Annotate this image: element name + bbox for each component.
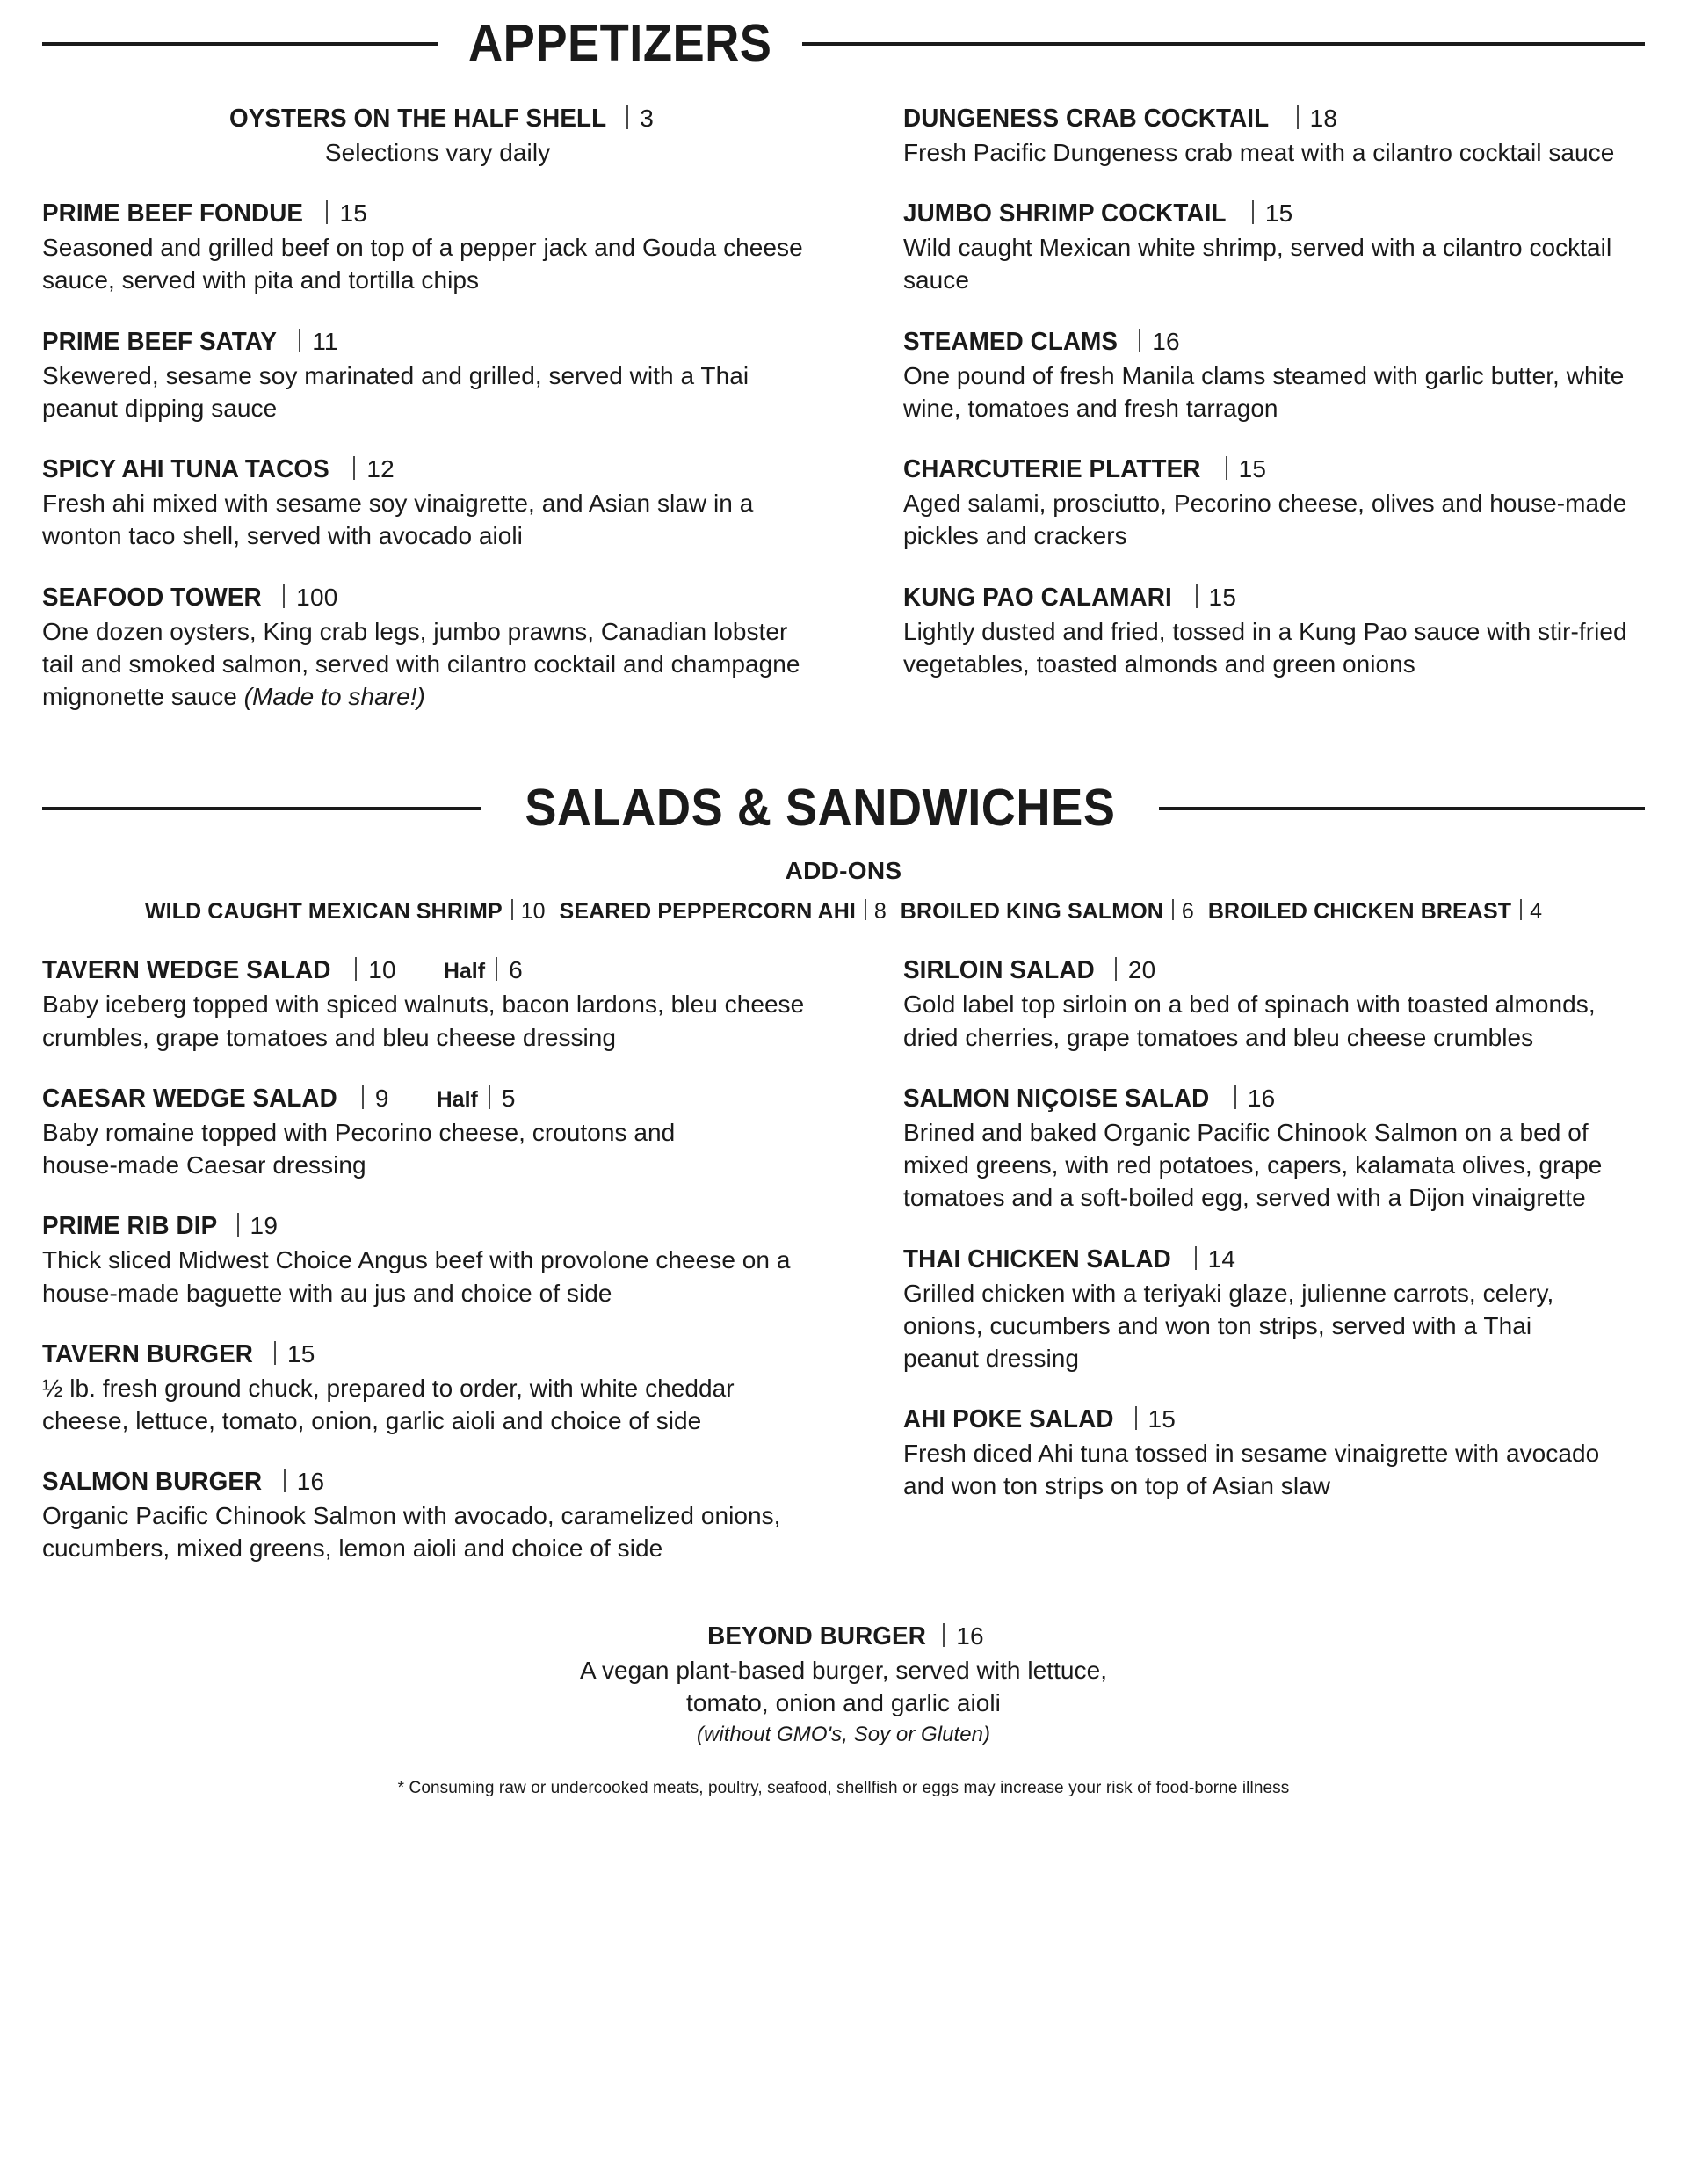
item-name: KUNG PAO CALAMARI bbox=[903, 583, 1172, 612]
item-name: SEAFOOD TOWER bbox=[42, 583, 262, 612]
item-price: 15 bbox=[1148, 1405, 1177, 1433]
price-separator bbox=[353, 456, 355, 480]
section-header-appetizers bbox=[42, 14, 1645, 72]
item-description: Fresh diced Ahi tuna tossed in sesame vinaigrette with avocado and won ton strips on top of Asian slaw bbox=[903, 1440, 1600, 1500]
item-name: BEYOND BURGER bbox=[707, 1622, 927, 1651]
item-description: Organic Pacific Chinook Salmon with avocado, caramelized onions, cucumbers, mixed greens, lemon aioli and choice of side bbox=[42, 1502, 781, 1563]
item-header bbox=[903, 1244, 1645, 1274]
item-description: Aged salami, prosciutto, Pecorino cheese, olives and house-made pickles and crackers bbox=[903, 490, 1627, 550]
item-name: CHARCUTERIE PLATTER bbox=[903, 455, 1201, 484]
item-description-text: One dozen oysters, King crab legs, jumbo prawns, Canadian lobster tail and smoked salmon, served with cilantro cocktail and champagne mignonette sauce bbox=[42, 617, 800, 711]
item-description: Baby romaine topped with Pecorino cheese, croutons and house-made Caesar dressing bbox=[42, 1118, 676, 1179]
item-description: Gold label top sirloin on a bed of spinach with toasted almonds, dried cherries, grape tomatoes and bleu cheese crumbles bbox=[903, 990, 1596, 1051]
price-separator bbox=[1252, 200, 1254, 224]
menu-item-beyond-burger bbox=[42, 1621, 1645, 1749]
item-name: PRIME RIB DIP bbox=[42, 1212, 218, 1241]
menu-item-salmon-burger bbox=[42, 1466, 833, 1564]
item-price: 18 bbox=[1309, 105, 1338, 132]
item-header bbox=[903, 198, 1645, 229]
item-description: Baby iceberg topped with spiced walnuts, bacon lardons, bleu cheese crumbles, grape tomatoes and bleu cheese dressing bbox=[42, 990, 805, 1051]
item-name: TAVERN WEDGE SALAD bbox=[42, 956, 331, 985]
header-rule-right bbox=[1159, 807, 1645, 810]
item-header bbox=[42, 1621, 1645, 1651]
menu-item-kung-pao-calamari bbox=[903, 582, 1645, 680]
item-name: OYSTERS ON THE HALF SHELL bbox=[228, 105, 607, 133]
header-rule-left bbox=[42, 807, 481, 810]
item-description: Lightly dusted and fried, tossed in a Kung Pao sauce with stir-fried vegetables, toasted almonds and green onions bbox=[903, 617, 1627, 678]
item-price: 11 bbox=[312, 327, 338, 355]
section-header-salads-sandwiches bbox=[42, 779, 1645, 838]
item-header bbox=[903, 453, 1645, 484]
menu-item-salmon-nicoise-salad bbox=[903, 1083, 1645, 1215]
item-name: JUMBO SHRIMP COCKTAIL bbox=[903, 200, 1227, 229]
price-separator bbox=[943, 1623, 945, 1647]
item-price: 14 bbox=[1207, 1244, 1236, 1273]
item-description: Grilled chicken with a teriyaki glaze, julienne carrots, celery, onions, cucumbers and won ton strips, served with a Thai peanut dressing bbox=[903, 1279, 1554, 1372]
half-price-separator bbox=[496, 957, 497, 981]
menu-item-tavern-burger bbox=[42, 1339, 833, 1437]
item-price: 100 bbox=[296, 583, 338, 611]
menu-item-ahi-poke-salad bbox=[903, 1404, 1645, 1502]
menu-item-prime-beef-fondue bbox=[42, 198, 833, 296]
menu-item-steamed-clams bbox=[903, 326, 1645, 424]
menu-item-prime-beef-satay bbox=[42, 326, 833, 424]
menu-item-charcuterie-platter bbox=[903, 453, 1645, 552]
addon-name-salmon: BROILED KING SALMON bbox=[900, 899, 1163, 925]
item-description: Seasoned and grilled beef on top of a pepper jack and Gouda cheese sauce, served with pita and tortilla chips bbox=[42, 234, 803, 294]
item-price: 16 bbox=[956, 1622, 984, 1650]
appetizers-left-column bbox=[42, 103, 833, 742]
item-price: 15 bbox=[286, 1339, 315, 1368]
addon-price-ahi: 8 bbox=[873, 899, 887, 925]
appetizers-right-column bbox=[903, 103, 1645, 742]
section-title-appetizers: APPETIZERS bbox=[468, 14, 772, 72]
item-description-line-2: tomato, onion and garlic aioli bbox=[686, 1688, 1001, 1716]
price-separator bbox=[1520, 899, 1522, 920]
item-half-label: Half bbox=[436, 1086, 478, 1112]
item-price: 20 bbox=[1127, 956, 1156, 984]
item-header bbox=[903, 582, 1645, 613]
item-description: Thick sliced Midwest Choice Angus beef with provolone cheese on a house-made baguette with au jus and choice of side bbox=[42, 1246, 791, 1307]
item-header bbox=[42, 1339, 833, 1369]
addon-price-salmon: 6 bbox=[1181, 899, 1194, 925]
item-name: STEAMED CLAMS bbox=[903, 327, 1119, 356]
price-separator bbox=[1172, 899, 1174, 920]
menu-item-seafood-tower bbox=[42, 582, 833, 714]
item-description: ½ lb. fresh ground chuck, prepared to order, with white cheddar cheese, lettuce, tomato, onion, garlic aioli and choice of side bbox=[42, 1374, 735, 1434]
item-header bbox=[42, 453, 833, 484]
menu-item-oysters-on-the-half-shell bbox=[42, 103, 833, 169]
item-description-line-1: A vegan plant-based burger, served with lettuce, bbox=[579, 1656, 1108, 1684]
item-price: 16 bbox=[1247, 1084, 1276, 1112]
item-name: SALMON NIÇOISE SALAD bbox=[903, 1084, 1210, 1113]
item-name: TAVERN BURGER bbox=[42, 1339, 253, 1368]
item-header bbox=[903, 103, 1645, 134]
item-description-note: (Made to share!) bbox=[243, 683, 425, 711]
price-separator bbox=[1234, 1085, 1236, 1109]
price-separator bbox=[511, 899, 513, 920]
item-header bbox=[903, 1404, 1645, 1434]
price-separator bbox=[1226, 456, 1227, 480]
item-name: SALMON BURGER bbox=[42, 1468, 263, 1497]
addon-name-ahi: SEARED PEPPERCORN AHI bbox=[559, 899, 856, 925]
item-description: Skewered, sesame soy marinated and grilled, served with a Thai peanut dipping sauce bbox=[42, 361, 749, 422]
salads-right-column bbox=[903, 954, 1645, 1593]
item-price: 10 bbox=[368, 956, 396, 984]
footer-disclaimer: * Consuming raw or undercooked meats, poultry, seafood, shellfish or eggs may increase your risk of food-borne illness bbox=[397, 1779, 1290, 1798]
menu-item-jumbo-shrimp-cocktail bbox=[903, 198, 1645, 296]
item-description: Brined and baked Organic Pacific Chinook Salmon on a bed of mixed greens, with red potatoes, capers, kalamata olives, grape tomatoes and a soft-boiled egg, served with a Dijon vinaigrette bbox=[903, 1118, 1603, 1212]
addon-name-chicken: BROILED CHICKEN BREAST bbox=[1207, 899, 1512, 925]
item-price: 12 bbox=[366, 455, 395, 483]
appetizers-columns bbox=[42, 103, 1645, 742]
price-separator bbox=[1195, 1246, 1197, 1270]
menu-item-tavern-wedge-salad bbox=[42, 954, 833, 1053]
item-description: One pound of fresh Manila clams steamed with garlic butter, white wine, tomatoes and fresh tarragon bbox=[903, 361, 1625, 422]
salads-columns bbox=[42, 954, 1645, 1593]
item-half-label: Half bbox=[443, 959, 486, 984]
item-price: 15 bbox=[1238, 455, 1267, 483]
item-price: 16 bbox=[296, 1468, 325, 1496]
header-rule-right bbox=[802, 42, 1645, 46]
item-header bbox=[903, 954, 1645, 985]
item-description bbox=[42, 615, 815, 714]
price-separator bbox=[274, 1341, 276, 1365]
price-separator bbox=[1139, 329, 1140, 352]
item-price: 15 bbox=[339, 200, 367, 228]
menu-item-dungeness-crab-cocktail bbox=[903, 103, 1645, 169]
item-half-price: 5 bbox=[501, 1084, 516, 1112]
item-half-price: 6 bbox=[509, 956, 523, 984]
item-header bbox=[42, 326, 833, 357]
item-header bbox=[42, 1466, 833, 1497]
price-separator bbox=[299, 329, 300, 352]
menu-item-spicy-ahi-tuna-tacos bbox=[42, 453, 833, 552]
item-price: 15 bbox=[1208, 583, 1237, 611]
item-name: THAI CHICKEN SALAD bbox=[903, 1244, 1171, 1273]
addons-row bbox=[42, 897, 1645, 925]
item-name: PRIME BEEF FONDUE bbox=[42, 200, 304, 229]
price-separator bbox=[1297, 105, 1299, 129]
salads-left-column bbox=[42, 954, 833, 1593]
header-rule-left bbox=[42, 42, 438, 46]
item-description: Fresh ahi mixed with sesame soy vinaigrette, and Asian slaw in a wonton taco shell, served with avocado aioli bbox=[42, 490, 754, 550]
price-separator bbox=[283, 584, 285, 608]
item-name: AHI POKE SALAD bbox=[903, 1405, 1114, 1434]
price-separator bbox=[237, 1213, 239, 1237]
item-description: Fresh Pacific Dungeness crab meat with a cilantro cocktail sauce bbox=[903, 139, 1615, 166]
item-description: Wild caught Mexican white shrimp, served with a cilantro cocktail sauce bbox=[903, 234, 1612, 294]
price-separator bbox=[865, 899, 866, 920]
price-separator bbox=[1196, 584, 1198, 608]
price-separator bbox=[626, 105, 628, 129]
item-header bbox=[42, 198, 833, 229]
item-price: 19 bbox=[250, 1212, 279, 1240]
half-price-separator bbox=[489, 1085, 490, 1109]
item-price: 16 bbox=[1152, 327, 1180, 355]
addon-name-shrimp: WILD CAUGHT MEXICAN SHRIMP bbox=[144, 899, 503, 925]
addon-price-shrimp: 10 bbox=[520, 899, 546, 925]
menu-item-prime-rib-dip bbox=[42, 1210, 833, 1309]
price-separator bbox=[326, 200, 328, 224]
addon-price-chicken: 4 bbox=[1530, 899, 1543, 925]
item-name: SPICY AHI TUNA TACOS bbox=[42, 455, 329, 484]
item-header bbox=[42, 103, 833, 134]
item-header bbox=[903, 326, 1645, 357]
item-header bbox=[42, 954, 833, 985]
item-price: 3 bbox=[640, 105, 654, 132]
menu-item-caesar-wedge-salad bbox=[42, 1083, 833, 1181]
section-title-salads-sandwiches: SALADS & SANDWICHES bbox=[525, 779, 1116, 838]
menu-item-thai-chicken-salad bbox=[903, 1244, 1645, 1375]
item-description: Selections vary daily bbox=[324, 139, 551, 166]
price-separator bbox=[284, 1469, 286, 1492]
item-header bbox=[903, 1083, 1645, 1114]
item-header bbox=[42, 582, 833, 613]
addons-title: ADD-ONS bbox=[785, 857, 902, 885]
menu-item-sirloin-salad bbox=[903, 954, 1645, 1053]
item-header bbox=[42, 1083, 833, 1114]
item-name: PRIME BEEF SATAY bbox=[42, 327, 278, 356]
item-header bbox=[42, 1210, 833, 1241]
price-separator bbox=[1135, 1406, 1137, 1430]
item-price: 9 bbox=[374, 1084, 389, 1112]
price-separator bbox=[355, 957, 357, 981]
item-name: DUNGENESS CRAB COCKTAIL bbox=[903, 105, 1270, 133]
item-name: CAESAR WEDGE SALAD bbox=[42, 1084, 337, 1113]
item-name: SIRLOIN SALAD bbox=[903, 956, 1095, 985]
item-price: 15 bbox=[1264, 200, 1293, 228]
item-description-note: (without GMO's, Soy or Gluten) bbox=[696, 1723, 991, 1747]
price-separator bbox=[1115, 957, 1117, 981]
price-separator bbox=[362, 1085, 364, 1109]
